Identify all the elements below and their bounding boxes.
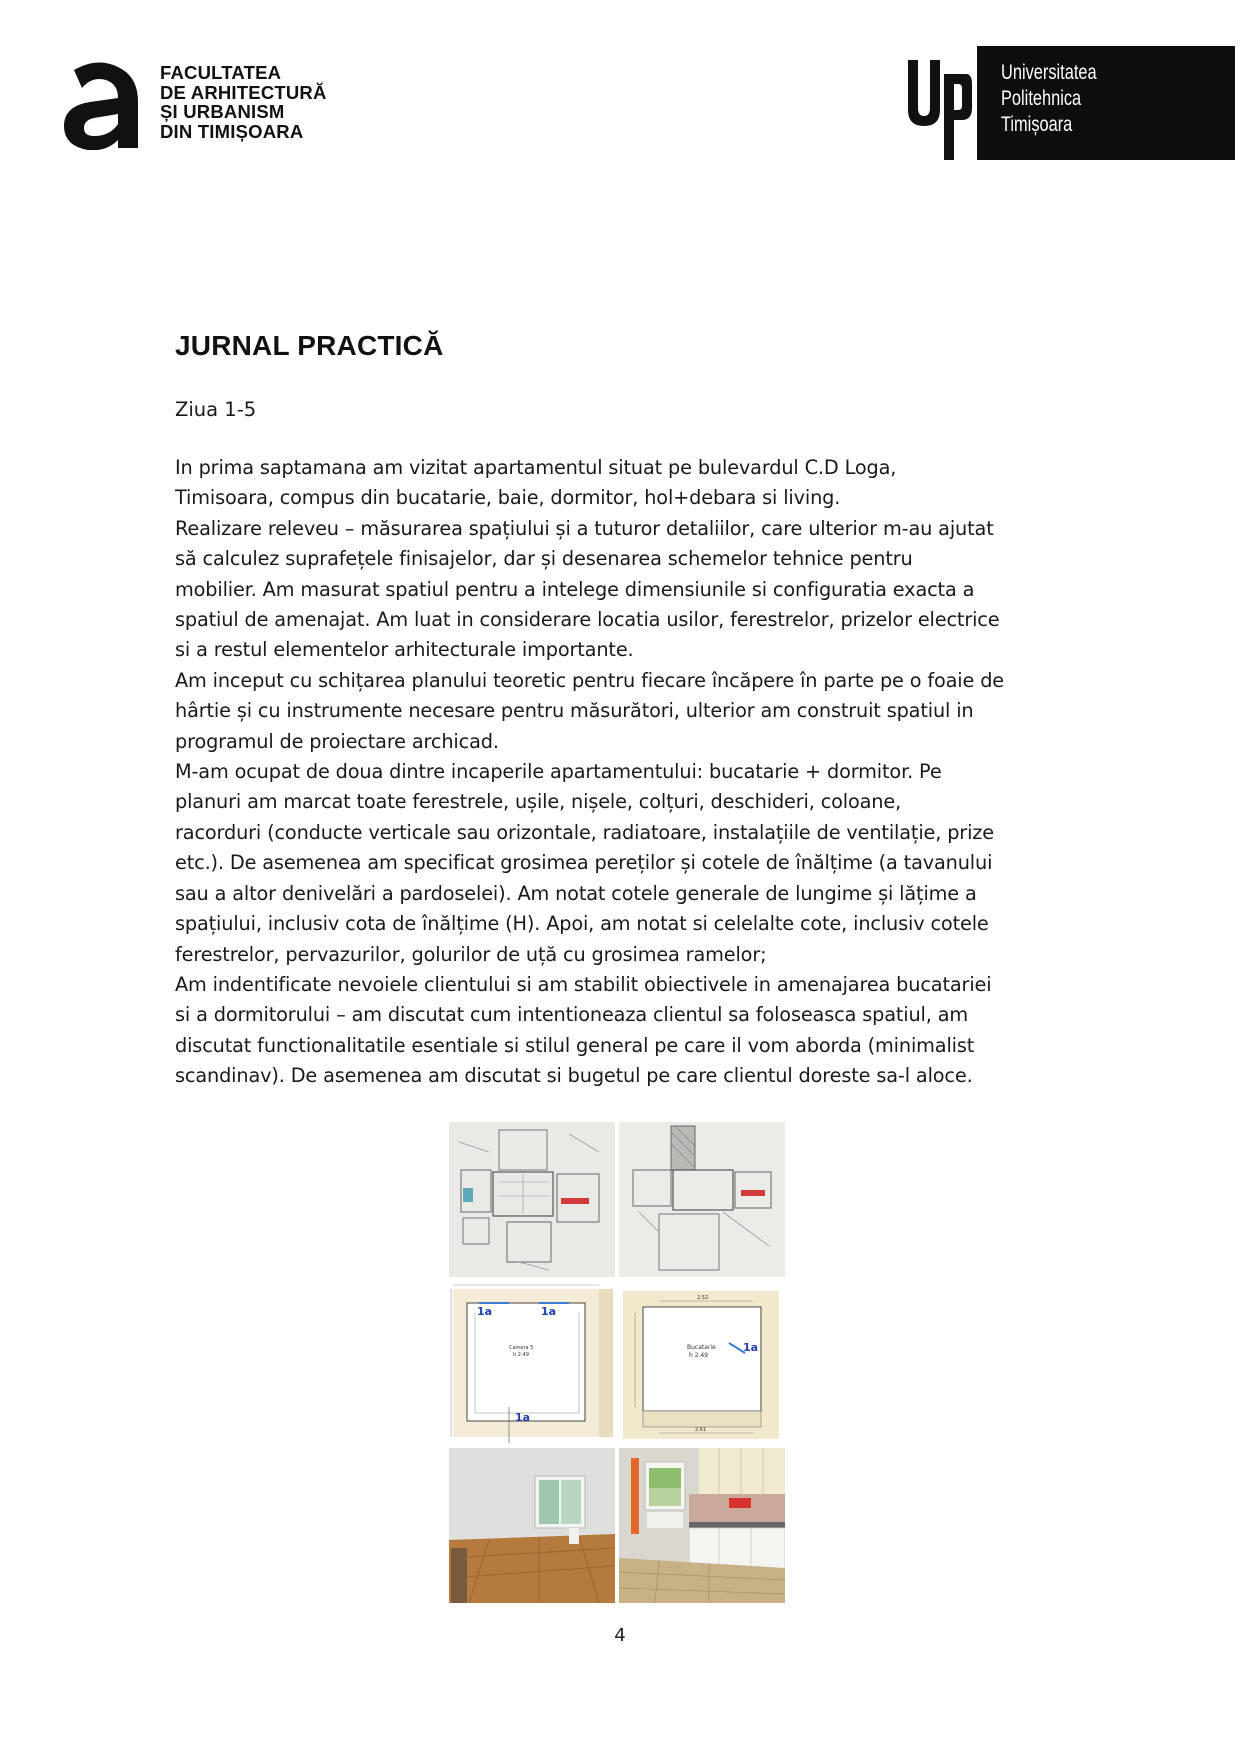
room-height: h 2.49: [689, 1352, 709, 1359]
text-line: discutat functionalitatile esentiale si stilul general pe care il vom aborda (minimalist: [175, 1033, 975, 1057]
text-line: sau a altor denivelări a pardoselei). Am notat cotele generale de lungime și lățime a: [175, 881, 977, 905]
university-line: Universitatea: [1001, 61, 1097, 84]
kitchen-floor-plan: [619, 1283, 785, 1445]
faculty-line: DIN TIMIȘOARA: [160, 120, 304, 142]
journal-text: [175, 453, 1075, 1092]
text-line: racorduri (conducte verticale sau orizontale, radiatoare, instalațiile de ventilație, prize: [175, 820, 994, 844]
text-line: Am indentificate nevoiele clientului si am stabilit obiectivele in amenajarea bucatariei: [175, 972, 992, 996]
bedroom-photo: [449, 1448, 615, 1603]
university-line: Timișoara: [1001, 113, 1073, 136]
hand-sketch-photo-1: [449, 1122, 615, 1277]
page-title: JURNAL PRACTICĂ: [175, 330, 444, 361]
text-line: planuri am marcat toate ferestrele, ușile, nișele, colțuri, deschideri, coloane,: [175, 790, 902, 814]
text-line: Realizare releveu – măsurarea spațiului și a tuturor detaliilor, care ulterior m-au ajutat: [175, 516, 994, 540]
text-line: ferestrelor, pervazurilor, golurilor de uță cu grosimea ramelor;: [175, 942, 767, 966]
text-line: si a restul elementelor arhitecturale importante.: [175, 638, 634, 662]
dimension-top: 2.52: [697, 1295, 709, 1301]
text-line: spatiul de amenajat. Am luat in considerare locatia usilor, ferestrelor, prizelor electrice: [175, 608, 1000, 632]
letter-a-logo-icon: [60, 62, 144, 150]
text-line: etc.). De asemenea am specificat grosimea pereților și cotele de înălțime (a tavanului: [175, 851, 993, 875]
kitchen-photo: [619, 1448, 785, 1603]
text-line: scandinav). De asemenea am discutat si bugetul pe care clientul doreste sa-l aloce.: [175, 1064, 973, 1088]
text-line: In prima saptamana am vizitat apartamentul situat pe bulevardul C.D Loga,: [175, 456, 897, 479]
bedroom-floor-plan: [449, 1283, 615, 1445]
faculty-logo: [60, 60, 360, 150]
faculty-name: [160, 63, 370, 141]
plan-label-1a: 1a: [541, 1305, 557, 1318]
dimension-bottom: 2.61: [695, 1427, 707, 1433]
text-line: si a dormitorului – am discutat cum intentioneaza clientul sa foloseasca spatiul, am: [175, 1003, 969, 1027]
text-line: programul de proiectare archicad.: [175, 729, 499, 753]
plan-label-1a: 1a: [743, 1341, 759, 1354]
university-logo: [906, 46, 1235, 160]
text-line: să calculez suprafețele finisajelor, dar și desenarea schemelor tehnice pentru: [175, 547, 913, 571]
photo-collage: [449, 1122, 787, 1603]
hand-sketch-photo-2: [619, 1122, 785, 1277]
faculty-line: DE ARHITECTURĂ: [160, 81, 327, 103]
text-line: mobilier. Am masurat spatiul pentru a intelege dimensiunile si configuratia exacta a: [175, 577, 975, 601]
plan-label-1a: 1a: [515, 1411, 531, 1424]
university-line: Politehnica: [1001, 87, 1082, 110]
room-name: Camera 5: [509, 1345, 534, 1351]
text-line: Am inceput cu schițarea planului teoretic pentru fiecare încăpere în parte pe o foaie de: [175, 668, 1005, 692]
text-line: spațiului, inclusiv cota de înălțime (H). Apoi, am notat si celelalte cote, inclusiv cotele: [175, 912, 989, 936]
university-name: [1001, 60, 1097, 138]
day-label: Ziua 1-5: [175, 398, 257, 421]
room-name: Bucatarie: [687, 1344, 716, 1351]
plan-label-1a: 1a: [477, 1305, 493, 1318]
text-line: hârtie și cu instrumente necesare pentru măsurători, ulterior am construit spatiul in: [175, 699, 974, 723]
text-line: M-am ocupat de doua dintre incaperile apartamentului: bucatarie + dormitor. Pe: [175, 760, 942, 784]
faculty-line: FACULTATEA: [160, 62, 282, 83]
upt-monogram-icon: [906, 60, 972, 160]
page-number: 4: [614, 1625, 626, 1646]
room-height: h 2.49: [513, 1352, 529, 1358]
faculty-line: ȘI URBANISM: [160, 101, 285, 122]
text-line: Timisoara, compus din bucatarie, baie, dormitor, hol+debara si living.: [175, 486, 841, 510]
